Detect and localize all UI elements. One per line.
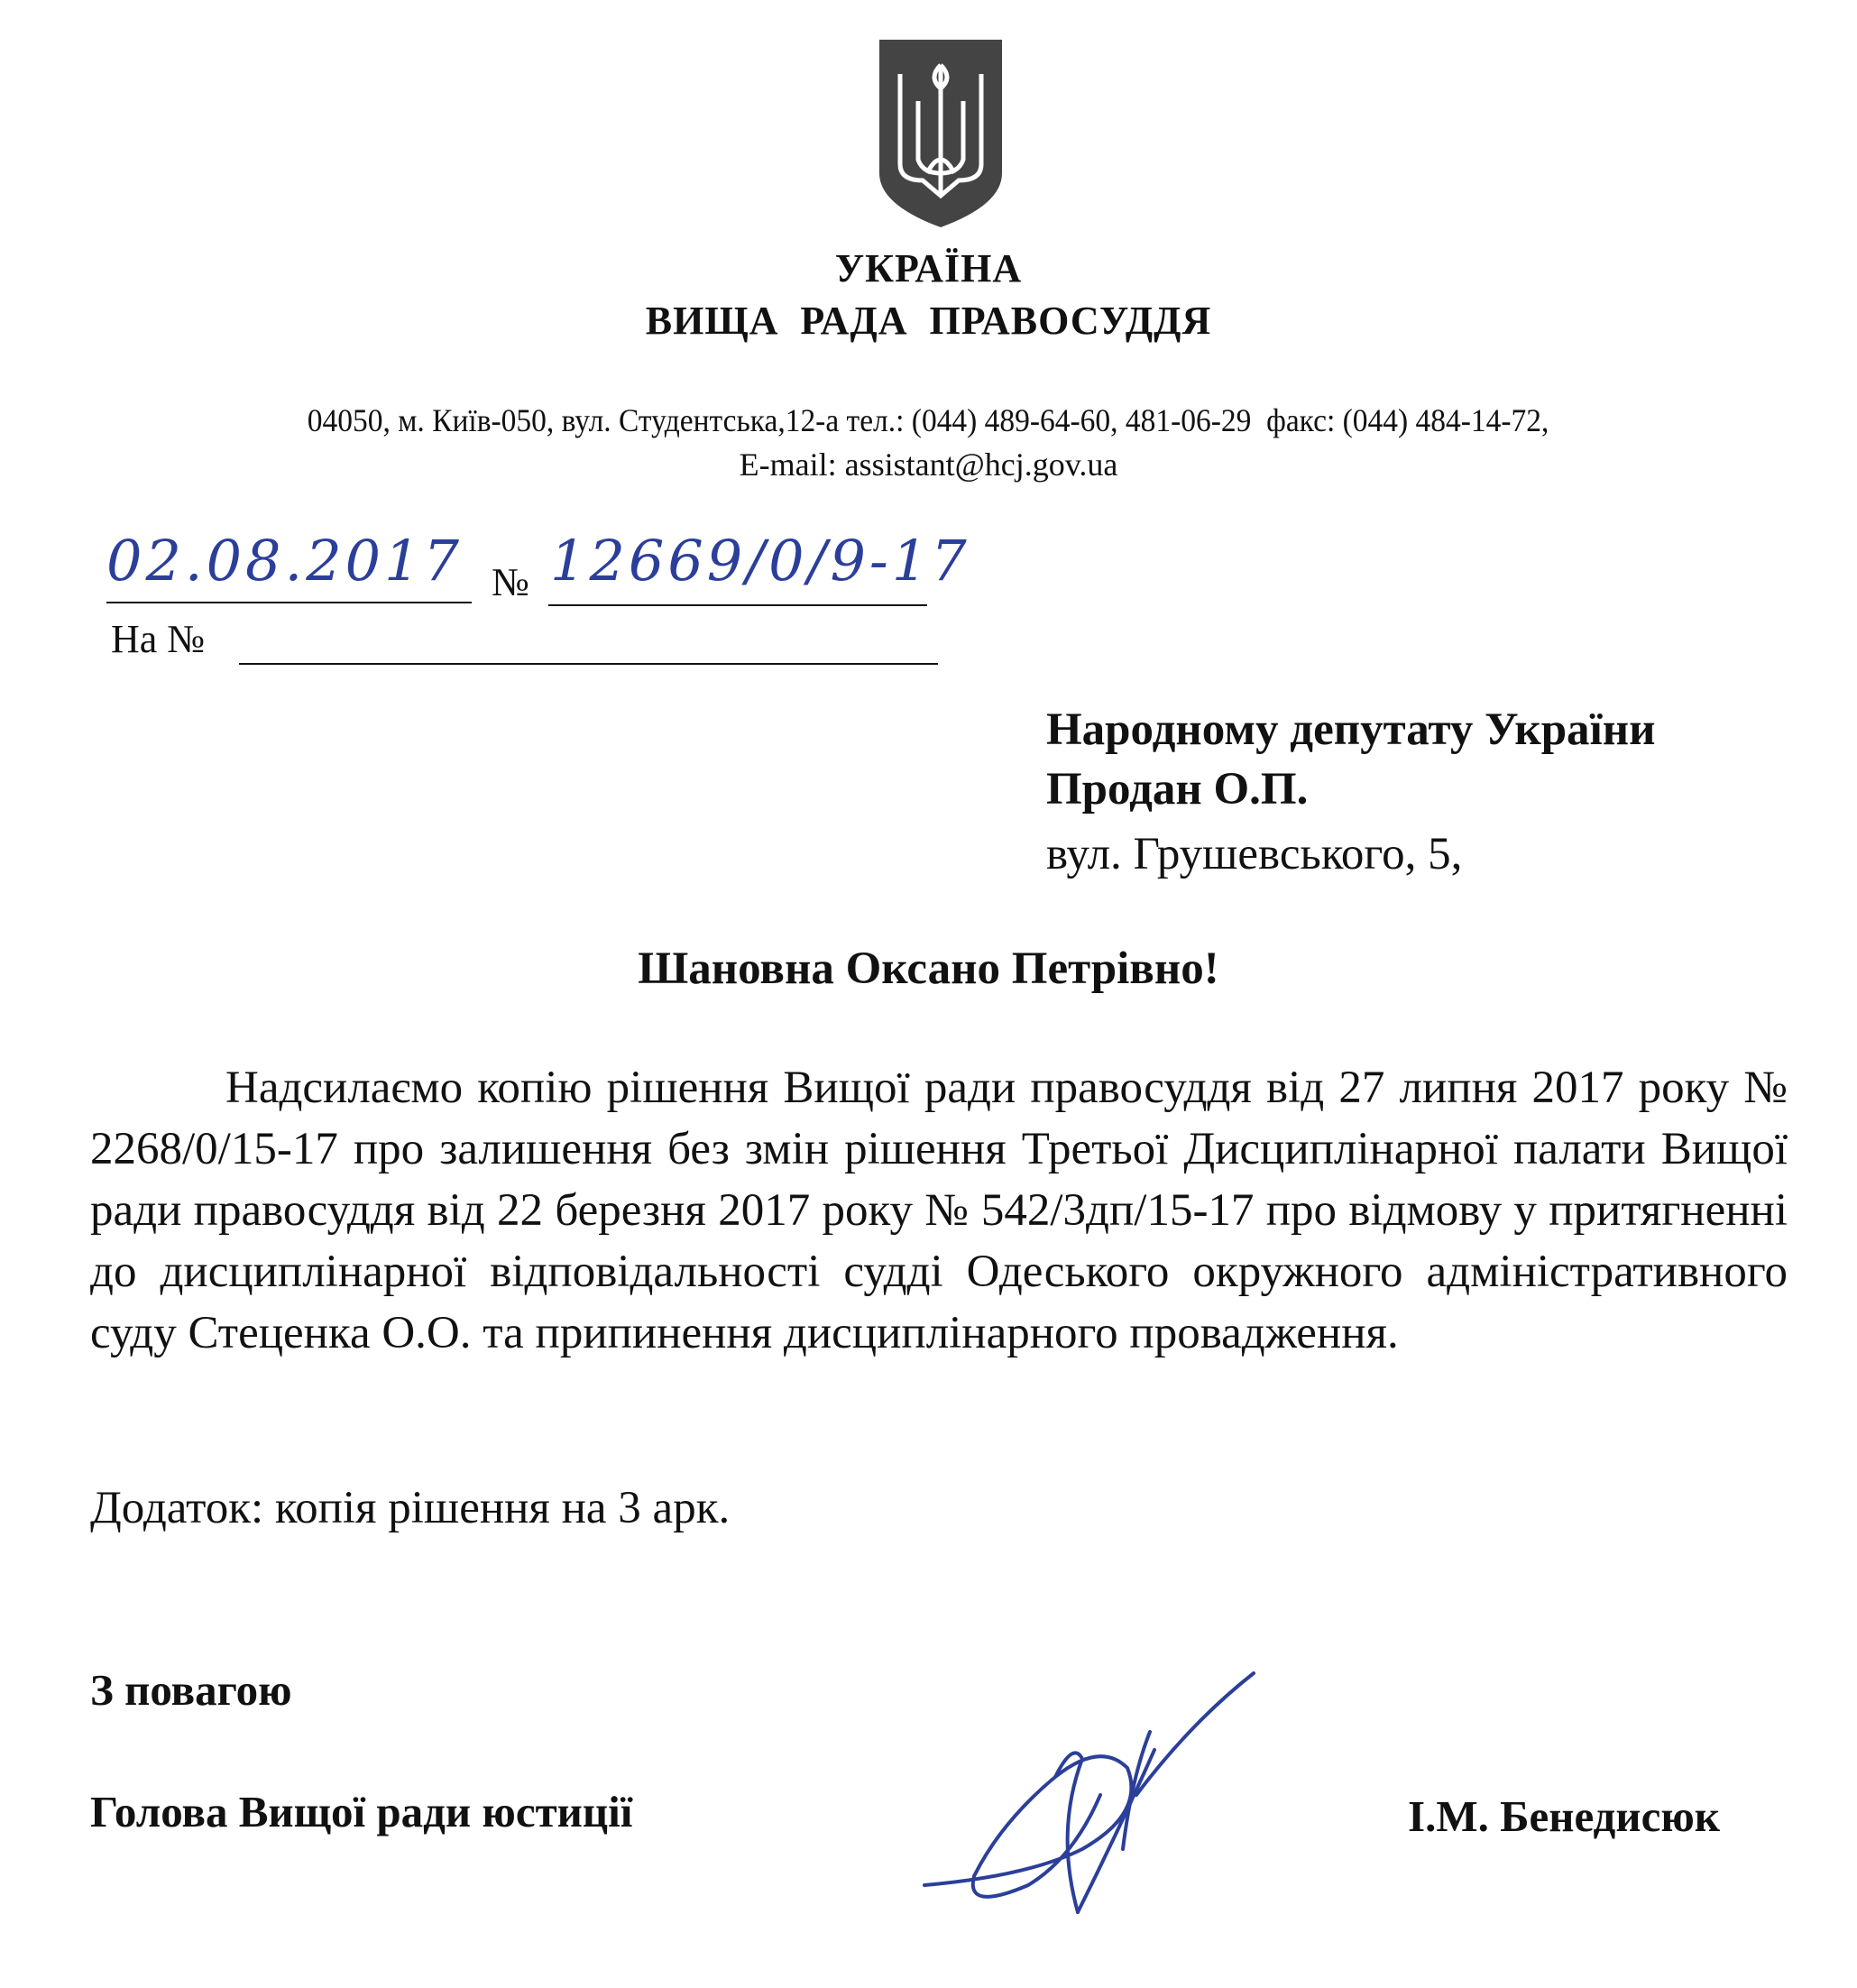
date-underline [106, 602, 472, 603]
handwritten-signature [920, 1669, 1272, 1930]
recipient-address: вул. Грушевського, 5, [1046, 829, 1463, 879]
handwritten-number: 12669/0/9-17 [550, 528, 970, 594]
signatory-title: Голова Вищої ради юстиції [90, 1787, 633, 1836]
reply-number-underline [239, 663, 938, 665]
handwritten-date: 02.08.2017 [106, 528, 463, 594]
number-underline [548, 604, 927, 606]
attachment-note: Додаток: копія рішення на 3 арк. [90, 1483, 731, 1533]
recipient-title: Народному депутату України [1046, 704, 1656, 755]
letter-body [90, 1057, 1788, 1364]
closing: З повагою [90, 1665, 292, 1715]
recipient-name: Продан О.П. [1046, 764, 1309, 815]
coat-of-arms-emblem [878, 38, 1004, 229]
body-paragraph: Надсилаємо копію рішення Вищої ради правосуддя від 27 липня 2017 року № 2268/0/15-17 про залишення без змін рішення Третьої Дисциплінарної палати Вищої ради правосуддя від 22 березня 2017 року № 542/3дп/15-17 про відмову у притягненні до дисциплінарної відповідальності судді Одеського окружного адміністративного суду Стеценка О.О. та припинення дисциплінарного провадження. [90, 1063, 1788, 1358]
email-line: E-mail: assistant@hcj.gov.ua [739, 446, 1118, 483]
address-line [0, 401, 1857, 439]
signatory-name: І.М. Бенедисюк [1408, 1791, 1720, 1841]
address-text: 04050, м. Київ-050, вул. Студентська,12-а тел.: (044) 489-64-60, 481-06-29 факс: (044) 484-14-72, [308, 402, 1549, 438]
organization-title: ВИЩА РАДА ПРАВОСУДДЯ [645, 299, 1212, 343]
reply-number-label: На № [111, 617, 206, 661]
number-sign: № [492, 560, 529, 604]
country-title: УКРАЇНА [834, 246, 1023, 290]
salutation: Шановна Оксано Петрівно! [638, 943, 1219, 994]
